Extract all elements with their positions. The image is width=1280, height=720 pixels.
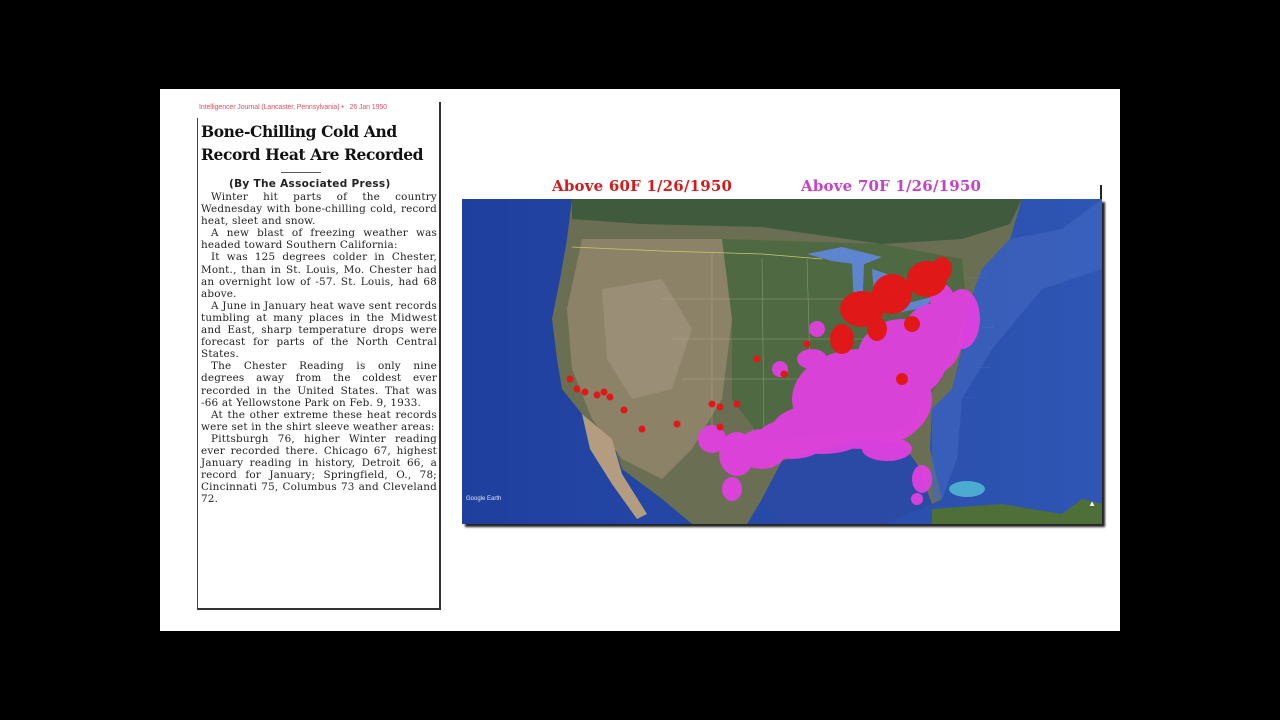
- clipping-source: [199, 104, 439, 111]
- svg-text:· · · ·: · · · ·: [967, 395, 976, 400]
- paragraph: A June in January heat wave sent records tumbling at many places in the Midwest and East, sharp temperature drops were forecast for parts of the North Central States.: [201, 299, 437, 361]
- svg-text:· · · · · · · ·: · · · · · · · ·: [967, 275, 986, 280]
- headline-line-1: Bone-Chilling Cold And: [201, 122, 397, 141]
- clipping-body: [197, 118, 437, 610]
- newspaper-clipping: [197, 102, 441, 610]
- divider: [281, 172, 321, 173]
- paragraph: It was 125 degrees colder in Chester, Mont., than in St. Louis, Mo. Chester had an overnight low of -57. St. Louis, had 68 above.: [201, 251, 437, 300]
- headline: [201, 120, 437, 166]
- map-attribution: Google Earth: [466, 496, 502, 502]
- slide: [160, 89, 1120, 631]
- paragraph: Winter hit parts of the country Wednesday with bone-chilling cold, record heat, sleet and snow.: [201, 191, 437, 228]
- source-separator: •: [341, 104, 344, 111]
- paragraph: The Chester Reading is only nine degrees away from the coldest ever recorded in the United States. That was -66 at Yellowstone Park on Feb. 9, 1933.: [201, 360, 437, 409]
- paragraph: At the other extreme these heat records were set in the shirt sleeve weather areas:: [201, 408, 437, 433]
- legend-above-60f: Above 60F 1/26/1950: [552, 177, 733, 195]
- compass-icon: ▲: [1088, 499, 1096, 508]
- byline: (By The Associated Press): [229, 178, 391, 190]
- source-name: Intelligencer Journal (Lancaster, Pennsylvania): [199, 104, 340, 111]
- temperature-map: [462, 199, 1102, 524]
- svg-text:· · · · ·: · · · · ·: [982, 325, 994, 330]
- source-date: 26 Jan 1950: [349, 104, 387, 111]
- us-map-image: [462, 199, 1102, 524]
- paragraph: Pittsburgh 76, higher Winter reading ever recorded there. Chicago 67, highest January reading in history, Detroit 66, a record for January; Springfield, O., 78; Cincinnati 75, Columbus 73 and Cleveland 72.: [201, 432, 437, 506]
- legend-above-70f: Above 70F 1/26/1950: [801, 177, 982, 195]
- svg-text:· · · · · ·: · · · · · ·: [977, 365, 991, 370]
- paragraph: A new blast of freezing weather was headed toward Southern California:: [201, 227, 437, 252]
- headline-line-2: Record Heat Are Recorded: [201, 145, 424, 164]
